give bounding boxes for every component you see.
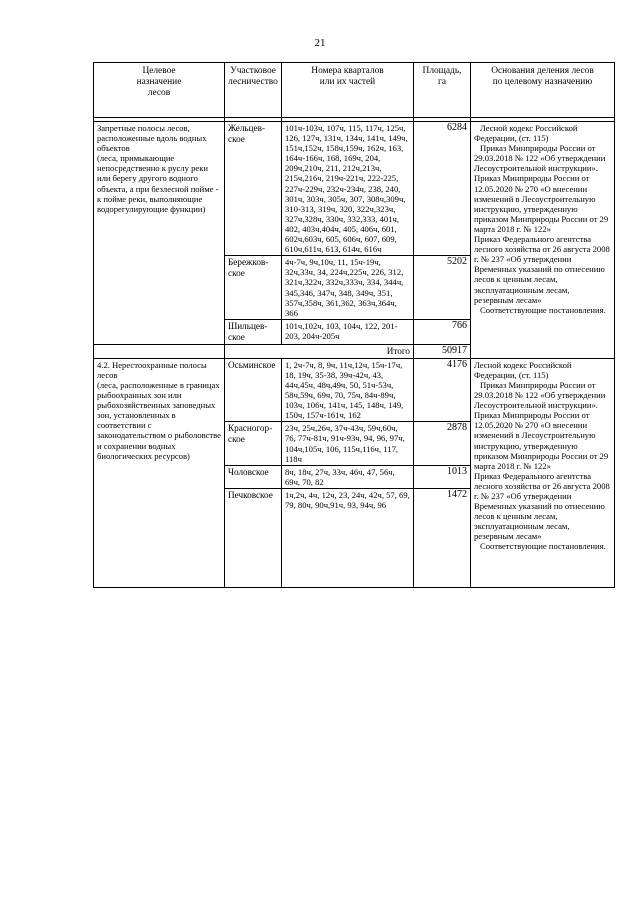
area-cell: 2878 — [414, 422, 471, 465]
area-cell: 766 — [414, 319, 471, 344]
header-kvartaly: Номера кварталов или их частей — [282, 63, 414, 118]
kvartaly-cell: 1ч,2ч, 4ч, 12ч, 23, 24ч, 42ч, 57, 69, 79, 80ч, 90ч,91ч, 93, 94ч, 96 — [282, 488, 414, 587]
lesnichestvo-cell: Осьминское — [225, 358, 282, 422]
area-cell: 1013 — [414, 465, 471, 488]
itogo-empty — [94, 344, 225, 358]
header-purpose: Целевое назначение лесов — [94, 63, 225, 118]
header-osnovaniya: Основания деления лесов по целевому назначению — [471, 63, 615, 118]
kvartaly-cell: 101ч,102ч, 103, 104ч, 122, 201-203, 204ч-205ч — [282, 319, 414, 344]
lesnichestvo-cell: Шильцев- ское — [225, 319, 282, 344]
table-row — [94, 358, 615, 422]
area-cell: 5202 — [414, 256, 471, 320]
kvartaly-cell: 1, 2ч-7ч, 8, 9ч, 11ч,12ч, 15ч-17ч, 18, 19ч, 35-38, 39ч-42ч, 43, 44ч,45ч, 48ч,49ч, 50, 51ч-53ч, 58ч,59ч, 69ч, 70, 75ч, 84ч-89ч, 103ч, 106ч, 141ч, 145, 148ч, 149, 150ч, 157ч-161ч, 162 — [282, 358, 414, 422]
osnovaniya-p2: Приказ Минприроды России от 29.03.2018 № 122 «Об утверждении Лесоустроительной инструкции». Приказ Минприроды России от 12.05.2020 № 270 «О внесении изменений в Лесоустроительную инструкцию, утвержденную приказом Минприроды России от 29 марта 2018 г. № 122» — [474, 379, 609, 471]
kvartaly-cell: 101ч-103ч, 107ч, 115, 117ч, 125ч, 126, 127ч, 131ч, 134ч, 141ч, 149ч, 151ч,152ч, 158ч,159ч, 162ч, 163, 164ч-166ч, 168, 169ч, 204, 209ч,210ч, 211, 212ч,213ч, 215ч,216ч, 219ч-221ч, 222-225, 227ч-229ч, 232ч-234ч, 238, 240, 301ч, 303ч, 305ч, 307, 308ч,309ч, 310-313, 319ч, 320, 322ч,323ч, 327ч,328ч, 330ч, 332,333, 401ч, 402, 403ч,404ч, 405, 406ч, 601, 602ч,603ч, 605, 606ч, 607, 609, 610ч,611ч, 613, 614ч, 616ч — [282, 122, 414, 256]
osnovaniya-p3: Приказ Федерального агентства лесного хозяйства от 26 августа 2008 г. № 237 «Об утверждении Временных указаний по отнесению лесов к ценным лесам, эксплуатационным лесам, резервным лесам» — [474, 470, 610, 542]
lesnichestvo-cell: Чоловское — [225, 465, 282, 488]
osnovaniya-p1: Лесной кодекс Российской Федерации, (ст. 115) — [474, 123, 578, 144]
osnovaniya-p4: Соответствующие постановления. — [480, 304, 606, 315]
page-number: 21 — [314, 37, 326, 49]
kvartaly-cell: 4ч-7ч, 9ч,10ч, 11, 15ч-19ч, 32ч,33ч, 34, 224ч,225ч, 226, 312, 321ч,322ч, 332ч,333ч, 334, 344ч, 345,346, 347ч, 348, 349ч, 351, 357ч,358ч, 361,362, 363ч,364ч, 366 — [282, 256, 414, 320]
section1-purpose: Запретные полосы лесов, расположенные вдоль водных объектов (леса, примыкающие непосредственно к руслу реки или берегу другого водного объекта, а при безлесной пойме - к пойме реки, выполняющие водорегулирующие функции) — [94, 122, 225, 345]
area-cell: 1472 — [414, 488, 471, 587]
osnovaniya-p3: Приказ Федерального агентства лесного хозяйства от 26 августа 2008 г. № 237 «Об утверждении Временных указаний по отнесению лесов к ценным лесам, эксплуатационным лесам, резервным лесам» — [474, 234, 610, 305]
table-row — [94, 122, 615, 256]
kvartaly-cell: 23ч, 25ч,26ч, 37ч-43ч, 59ч,60ч, 76, 77ч-81ч, 91ч-93ч, 94, 96, 97ч, 104ч,105ч, 106, 115ч,116ч, 117, 118ч — [282, 422, 414, 465]
header-lesnichestvo: Участковое лесничество — [225, 63, 282, 118]
kvartaly-cell: 8ч, 18ч, 27ч, 33ч, 46ч, 47, 56ч, 69ч, 70, 82 — [282, 465, 414, 488]
itogo-label: Итого — [225, 344, 414, 358]
lesnichestvo-cell: Красногор- ское — [225, 422, 282, 465]
osnovaniya-p4: Соответствующие постановления. — [480, 541, 606, 552]
section1-osnovaniya — [471, 122, 615, 359]
forest-purpose-table — [93, 62, 615, 588]
area-cell: 6284 — [414, 122, 471, 256]
header-row — [94, 63, 615, 118]
header-area: Площадь, га — [414, 63, 471, 118]
area-cell: 4176 — [414, 358, 471, 422]
lesnichestvo-cell: Бережков- ское — [225, 256, 282, 320]
section2-purpose: 4.2. Нерестоохранные полосы лесов (леса, расположенные в границах рыбоохранных зон или рыбохозяйственных заповедных зон, установленных в соответствии с законодательством о рыболовстве и сохранении водных биологических ресурсов) — [94, 358, 225, 587]
osnovaniya-p2: Приказ Минприроды России от 29.03.2018 № 122 «Об утверждении Лесоустроительной инструкции». Приказ Минприроды России от 12.05.2020 № 270 «О внесении изменений в Лесоустроительную инструкцию, утвержденную приказом Минприроды России от 29 марта 2018 г. № 122» — [474, 143, 609, 234]
itogo-value: 50917 — [414, 344, 471, 358]
section2-osnovaniya — [471, 358, 615, 587]
osnovaniya-p1: Лесной кодекс Российской Федерации, (ст. 115) — [474, 359, 572, 380]
lesnichestvo-cell: Печковское — [225, 488, 282, 587]
lesnichestvo-cell: Жельцев- ское — [225, 122, 282, 256]
